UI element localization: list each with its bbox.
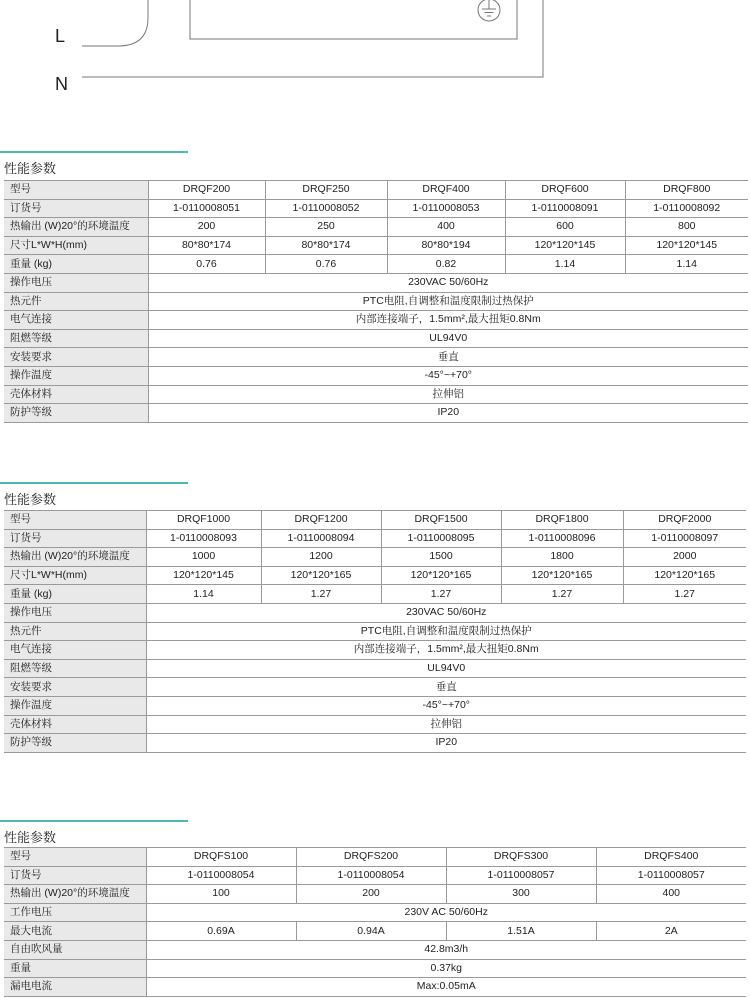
table-cell: 0.76 bbox=[265, 255, 387, 274]
table-cell: DRQF250 bbox=[265, 181, 387, 200]
row-label: 电气连接 bbox=[4, 311, 148, 330]
table-cell: 1-0110008054 bbox=[146, 866, 296, 885]
table-row bbox=[4, 404, 748, 423]
table-cell: DRQF1000 bbox=[146, 511, 261, 530]
table-cell: DRQF400 bbox=[387, 181, 505, 200]
table-cell: 120*120*165 bbox=[623, 566, 746, 585]
table-cell: DRQF1200 bbox=[261, 511, 381, 530]
table-cell: UL94V0 bbox=[146, 659, 746, 678]
table-row bbox=[4, 922, 746, 941]
section-accent-line bbox=[0, 482, 188, 484]
table-row bbox=[4, 866, 746, 885]
table-cell: -45°~+70° bbox=[148, 366, 748, 385]
table-cell: 250 bbox=[265, 218, 387, 237]
table-cell: DRQF600 bbox=[505, 181, 625, 200]
table-cell: Max:0.05mA bbox=[146, 978, 746, 997]
row-label: 订货号 bbox=[4, 199, 148, 218]
table-cell: DRQFS300 bbox=[446, 848, 596, 867]
table-cell: 1-0110008051 bbox=[148, 199, 265, 218]
table-row bbox=[4, 940, 746, 959]
table-cell: DRQFS400 bbox=[596, 848, 746, 867]
label-n: N bbox=[55, 74, 68, 94]
table-cell: 1-0110008094 bbox=[261, 529, 381, 548]
table-cell: 100 bbox=[146, 885, 296, 904]
row-label: 型号 bbox=[4, 511, 146, 530]
row-label: 自由吹风量 bbox=[4, 940, 146, 959]
table-cell: 1.27 bbox=[381, 585, 501, 604]
table-cell: 80*80*174 bbox=[265, 236, 387, 255]
row-label: 尺寸L*W*H(mm) bbox=[4, 236, 148, 255]
table-cell: 2000 bbox=[623, 548, 746, 567]
row-label: 型号 bbox=[4, 181, 148, 200]
section-title: 性能参数 bbox=[4, 161, 57, 176]
row-label: 热元件 bbox=[4, 622, 146, 641]
label-l: L bbox=[55, 26, 66, 46]
table-cell: DRQFS200 bbox=[296, 848, 446, 867]
table-cell: 80*80*174 bbox=[148, 236, 265, 255]
table-cell: 400 bbox=[387, 218, 505, 237]
table-row bbox=[4, 734, 746, 753]
table-cell: 1-0110008095 bbox=[381, 529, 501, 548]
table-row bbox=[4, 715, 746, 734]
row-label: 最大电流 bbox=[4, 922, 146, 941]
table-row bbox=[4, 659, 746, 678]
table-cell: 200 bbox=[296, 885, 446, 904]
table-cell: 1.27 bbox=[261, 585, 381, 604]
table-row bbox=[4, 696, 746, 715]
table-row bbox=[4, 641, 746, 660]
table-cell: 300 bbox=[446, 885, 596, 904]
table-cell: 230V AC 50/60Hz bbox=[146, 903, 746, 922]
row-label: 操作电压 bbox=[4, 603, 146, 622]
table-cell: 垂直 bbox=[148, 348, 748, 367]
table-cell: DRQF800 bbox=[625, 181, 748, 200]
table-cell: DRQF200 bbox=[148, 181, 265, 200]
table-cell: UL94V0 bbox=[148, 329, 748, 348]
row-label: 安装要求 bbox=[4, 678, 146, 697]
table-row bbox=[4, 548, 746, 567]
table-cell: 0.76 bbox=[148, 255, 265, 274]
row-label: 电气连接 bbox=[4, 641, 146, 660]
row-label: 重量 (kg) bbox=[4, 255, 148, 274]
table-cell: 垂直 bbox=[146, 678, 746, 697]
table-cell: PTC电阻,自调整和温度限制过热保护 bbox=[148, 292, 748, 311]
table-row bbox=[4, 292, 748, 311]
table-cell: 800 bbox=[625, 218, 748, 237]
table-cell: 120*120*145 bbox=[505, 236, 625, 255]
table-cell: 1.14 bbox=[146, 585, 261, 604]
table-cell: 230VAC 50/60Hz bbox=[148, 273, 748, 292]
table-cell: 42.8m3/h bbox=[146, 940, 746, 959]
row-label: 壳体材料 bbox=[4, 715, 146, 734]
table-cell: 120*120*165 bbox=[261, 566, 381, 585]
row-label: 操作温度 bbox=[4, 696, 146, 715]
table-row bbox=[4, 603, 746, 622]
table-row bbox=[4, 978, 746, 997]
table-cell: 1500 bbox=[381, 548, 501, 567]
table-cell: 1-0110008091 bbox=[505, 199, 625, 218]
section-title: 性能参数 bbox=[4, 492, 57, 507]
table-row bbox=[4, 622, 746, 641]
table-cell: 1.14 bbox=[625, 255, 748, 274]
table-row bbox=[4, 566, 746, 585]
table-cell: DRQF2000 bbox=[623, 511, 746, 530]
spec-table-3 bbox=[4, 847, 746, 997]
table-row bbox=[4, 903, 746, 922]
spec-table-2 bbox=[4, 510, 746, 753]
row-label: 尺寸L*W*H(mm) bbox=[4, 566, 146, 585]
table-row bbox=[4, 181, 748, 200]
row-label: 重量 (kg) bbox=[4, 585, 146, 604]
table-cell: 1-0110008093 bbox=[146, 529, 261, 548]
table-cell: 1800 bbox=[501, 548, 623, 567]
table-cell: 内部连接端子，1.5mm²,最大扭矩0.8Nm bbox=[148, 311, 748, 330]
table-cell: 1.51A bbox=[446, 922, 596, 941]
table-row bbox=[4, 385, 748, 404]
table-row bbox=[4, 511, 746, 530]
row-label: 热输出 (W)20°的环境温度 bbox=[4, 218, 148, 237]
row-label: 操作电压 bbox=[4, 273, 148, 292]
table-cell: 600 bbox=[505, 218, 625, 237]
table-row bbox=[4, 848, 746, 867]
table-cell: 120*120*165 bbox=[381, 566, 501, 585]
table-cell: 0.37kg bbox=[146, 959, 746, 978]
table-cell: 内部连接端子，1.5mm²,最大扭矩0.8Nm bbox=[146, 641, 746, 660]
wiring-diagram-graphic bbox=[0, 0, 750, 110]
table-cell: DRQFS100 bbox=[146, 848, 296, 867]
row-label: 工作电压 bbox=[4, 903, 146, 922]
table-row bbox=[4, 199, 748, 218]
row-label: 阻燃等级 bbox=[4, 659, 146, 678]
table-cell: 120*120*145 bbox=[146, 566, 261, 585]
row-label: 操作温度 bbox=[4, 366, 148, 385]
row-label: 壳体材料 bbox=[4, 385, 148, 404]
table-cell: 1.14 bbox=[505, 255, 625, 274]
table-cell: IP20 bbox=[146, 734, 746, 753]
row-label: 热元件 bbox=[4, 292, 148, 311]
section-accent-line bbox=[0, 151, 188, 153]
table-row bbox=[4, 273, 748, 292]
table-cell: 拉伸铝 bbox=[146, 715, 746, 734]
row-label: 安装要求 bbox=[4, 348, 148, 367]
row-label: 型号 bbox=[4, 848, 146, 867]
section-accent-line bbox=[0, 820, 188, 822]
table-cell: 1.27 bbox=[501, 585, 623, 604]
wiring-diagram bbox=[0, 0, 750, 110]
table-row bbox=[4, 959, 746, 978]
table-cell: 0.94A bbox=[296, 922, 446, 941]
table-cell: 1-0110008057 bbox=[446, 866, 596, 885]
table-cell: 2A bbox=[596, 922, 746, 941]
table-cell: 1-0110008052 bbox=[265, 199, 387, 218]
table-cell: DRQF1800 bbox=[501, 511, 623, 530]
table-cell: IP20 bbox=[148, 404, 748, 423]
table-cell: 1000 bbox=[146, 548, 261, 567]
row-label: 订货号 bbox=[4, 866, 146, 885]
table-row bbox=[4, 678, 746, 697]
table-cell: 1.27 bbox=[623, 585, 746, 604]
table-row bbox=[4, 885, 746, 904]
table-cell: 1-0110008057 bbox=[596, 866, 746, 885]
table-row bbox=[4, 366, 748, 385]
row-label: 订货号 bbox=[4, 529, 146, 548]
table-cell: 1-0110008054 bbox=[296, 866, 446, 885]
table-row bbox=[4, 236, 748, 255]
table-cell: 120*120*145 bbox=[625, 236, 748, 255]
table-row bbox=[4, 348, 748, 367]
row-label: 阻燃等级 bbox=[4, 329, 148, 348]
table-cell: 1-0110008053 bbox=[387, 199, 505, 218]
table-row bbox=[4, 329, 748, 348]
table-cell: 拉伸铝 bbox=[148, 385, 748, 404]
table-cell: 200 bbox=[148, 218, 265, 237]
table-row bbox=[4, 218, 748, 237]
table-cell: 1-0110008096 bbox=[501, 529, 623, 548]
row-label: 热输出 (W)20°的环境温度 bbox=[4, 885, 146, 904]
row-label: 漏电电流 bbox=[4, 978, 146, 997]
table-cell: 80*80*194 bbox=[387, 236, 505, 255]
section-title: 性能参数 bbox=[4, 830, 57, 845]
table-cell: 0.69A bbox=[146, 922, 296, 941]
spec-table-1 bbox=[4, 180, 748, 423]
table-row bbox=[4, 529, 746, 548]
table-cell: 120*120*165 bbox=[501, 566, 623, 585]
table-cell: 0.82 bbox=[387, 255, 505, 274]
table-cell: 1-0110008097 bbox=[623, 529, 746, 548]
table-row bbox=[4, 585, 746, 604]
row-label: 防护等级 bbox=[4, 734, 146, 753]
table-cell: DRQF1500 bbox=[381, 511, 501, 530]
table-cell: 230VAC 50/60Hz bbox=[146, 603, 746, 622]
table-cell: 1-0110008092 bbox=[625, 199, 748, 218]
ground-symbol-icon bbox=[478, 0, 500, 21]
table-cell: 1200 bbox=[261, 548, 381, 567]
row-label: 防护等级 bbox=[4, 404, 148, 423]
row-label: 重量 bbox=[4, 959, 146, 978]
table-row bbox=[4, 255, 748, 274]
table-cell: 400 bbox=[596, 885, 746, 904]
table-cell: -45°~+70° bbox=[146, 696, 746, 715]
row-label: 热输出 (W)20°的环境温度 bbox=[4, 548, 146, 567]
table-row bbox=[4, 311, 748, 330]
table-cell: PTC电阻,自调整和温度限制过热保护 bbox=[146, 622, 746, 641]
